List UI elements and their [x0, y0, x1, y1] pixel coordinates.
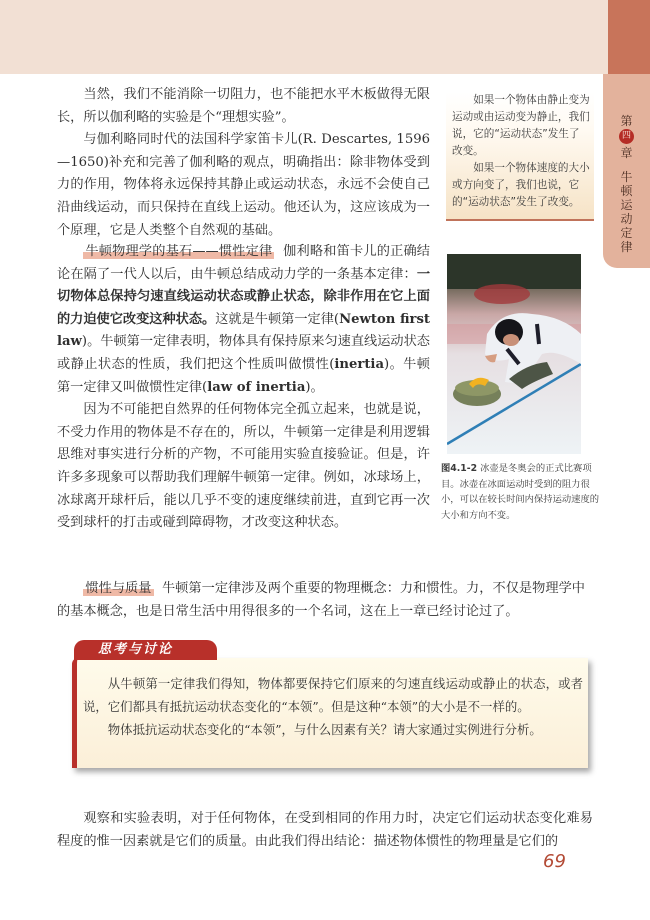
intro-paragraph: 与伽利略同时代的法国科学家笛卡儿(R. Descartes, 1596—1650)补充和完善了伽利略的观点，明确指出：除非物体受到力的作用，物体将永远保持其静止或运动状态，永远不会使自己沿曲线运动，而只保持在直线上运动。他还认为，这应该成为一个原理，它是人类整个自然观的基础。 — [57, 132, 430, 238]
closing-paragraph: 观察和实验表明，对于任何物体，在受到相同的作用力时，决定它们运动状态变化难易程度的惟一因素就是它们的质量。由此我们得出结论：描述物体惯性的物理量是它们的 — [57, 811, 593, 849]
term-newton-first-law: Newton first law — [57, 311, 431, 350]
figure-label: 图4.1-2 — [441, 463, 478, 474]
page-number: 69 — [543, 851, 566, 872]
curling-photo-illustration — [447, 254, 581, 454]
text-span: 这就是牛顿第一定律( — [215, 311, 340, 327]
chapter-title-char: 动 — [620, 212, 633, 226]
text-span: )。 — [305, 379, 324, 395]
side-note-paragraph: 如果一个物体由静止变为运动或由运动变为静止，我们说，它的“运动状态”发生了改变。 — [452, 94, 590, 157]
chapter-tab-label — [603, 114, 650, 254]
text-span: )。牛顿第一定律又叫做惯性定律( — [57, 356, 430, 395]
mass-paragraph-text: 牛顿第一定律涉及两个重要的物理概念：力和惯性。力，不仅是物理学中的基本概念，也是日常生活中用得很多的一个名词，这在上一章已经讨论过了。 — [57, 581, 585, 619]
discussion-paragraph: 物体抵抗运动状态变化的“本领”，与什么因素有关？请大家通过实例进行分析。 — [107, 722, 542, 737]
term-inertia: inertia — [334, 356, 384, 372]
page-header-band — [0, 0, 608, 74]
chapter-prefix: 第 — [620, 114, 633, 128]
figure-caption — [441, 461, 605, 523]
side-note — [446, 92, 594, 221]
discussion-title: 思考与讨论 — [74, 640, 217, 660]
term-law-of-inertia: law of inertia — [207, 379, 306, 395]
text-span: 伽利略和笛卡儿的正确结论在隔了一代人以后，由牛顿总结成动力学的一条基本定律： — [57, 244, 430, 282]
discussion-box — [72, 658, 588, 768]
discussion-body — [83, 672, 583, 741]
text-span: )。牛顿第一定律表明，物体具有保持原来匀速直线运动状态或静止状态的性质，我们把这个性质叫做惯性( — [57, 334, 430, 372]
figure-caption-text: 冰壶是冬奥会的正式比赛项目。冰壶在冰面运动时受到的阻力很小，可以在较长时间内保持运动速度的大小和方向不变。 — [441, 463, 600, 521]
closing-text — [57, 808, 593, 853]
chapter-tab-top — [608, 0, 650, 74]
discussion-paragraph: 从牛顿第一定律我们得知，物体都要保持它们原来的匀速直线运动或静止的状态，或者说，它们都具有抵抗运动状态变化的“本领”。但是这种“本领”的大小是不一样的。 — [83, 676, 583, 714]
curling-photo — [447, 254, 581, 454]
side-note-paragraph: 如果一个物体速度的大小或方向变了，我们也说，它的“运动状态”发生了改变。 — [452, 162, 590, 208]
chapter-title-char: 牛 — [620, 170, 633, 184]
mass-paragraph — [57, 578, 585, 623]
chapter-number-badge: 四 — [619, 129, 634, 144]
inertia-paragraph — [57, 241, 430, 399]
chapter-suffix: 章 — [620, 146, 633, 160]
section-heading-inertia-law: 牛顿物理学的基石——惯性定律 — [85, 244, 273, 259]
section-heading-inertia-mass: 惯性与质量 — [85, 581, 152, 596]
intro-text — [57, 84, 430, 242]
inertia-paragraph-2: 因为不可能把自然界的任何物体完全孤立起来，也就是说，不受力作用的物体是不存在的，所以，牛顿第一定律是利用逻辑思维对事实进行分析的产物，不可能用实验直接验证。但是，许许多多现象可以帮助我们理解牛顿第一定律。例如，冰球场上，冰球离开球杆后，能以几乎不变的速度继续前进，直到它再一次受到球杆的打击或碰到障碍物，才改变这种状态。 — [57, 402, 430, 531]
chapter-title-char: 运 — [620, 198, 633, 212]
inertia-section — [57, 241, 430, 535]
mass-section — [57, 578, 585, 623]
chapter-title-char: 定 — [620, 226, 633, 240]
chapter-title-char: 顿 — [620, 184, 633, 198]
law-statement: 一切物体总保持匀速直线运动状态或静止状态，除非作用在它上面的力迫使它改变这种状态。 — [57, 266, 430, 327]
chapter-title-char: 律 — [620, 240, 633, 254]
intro-paragraph: 当然，我们不能消除一切阻力，也不能把水平木板做得无限长，所以伽利略的实验是个“理想实验”。 — [57, 87, 430, 125]
chapter-tab — [603, 74, 650, 268]
